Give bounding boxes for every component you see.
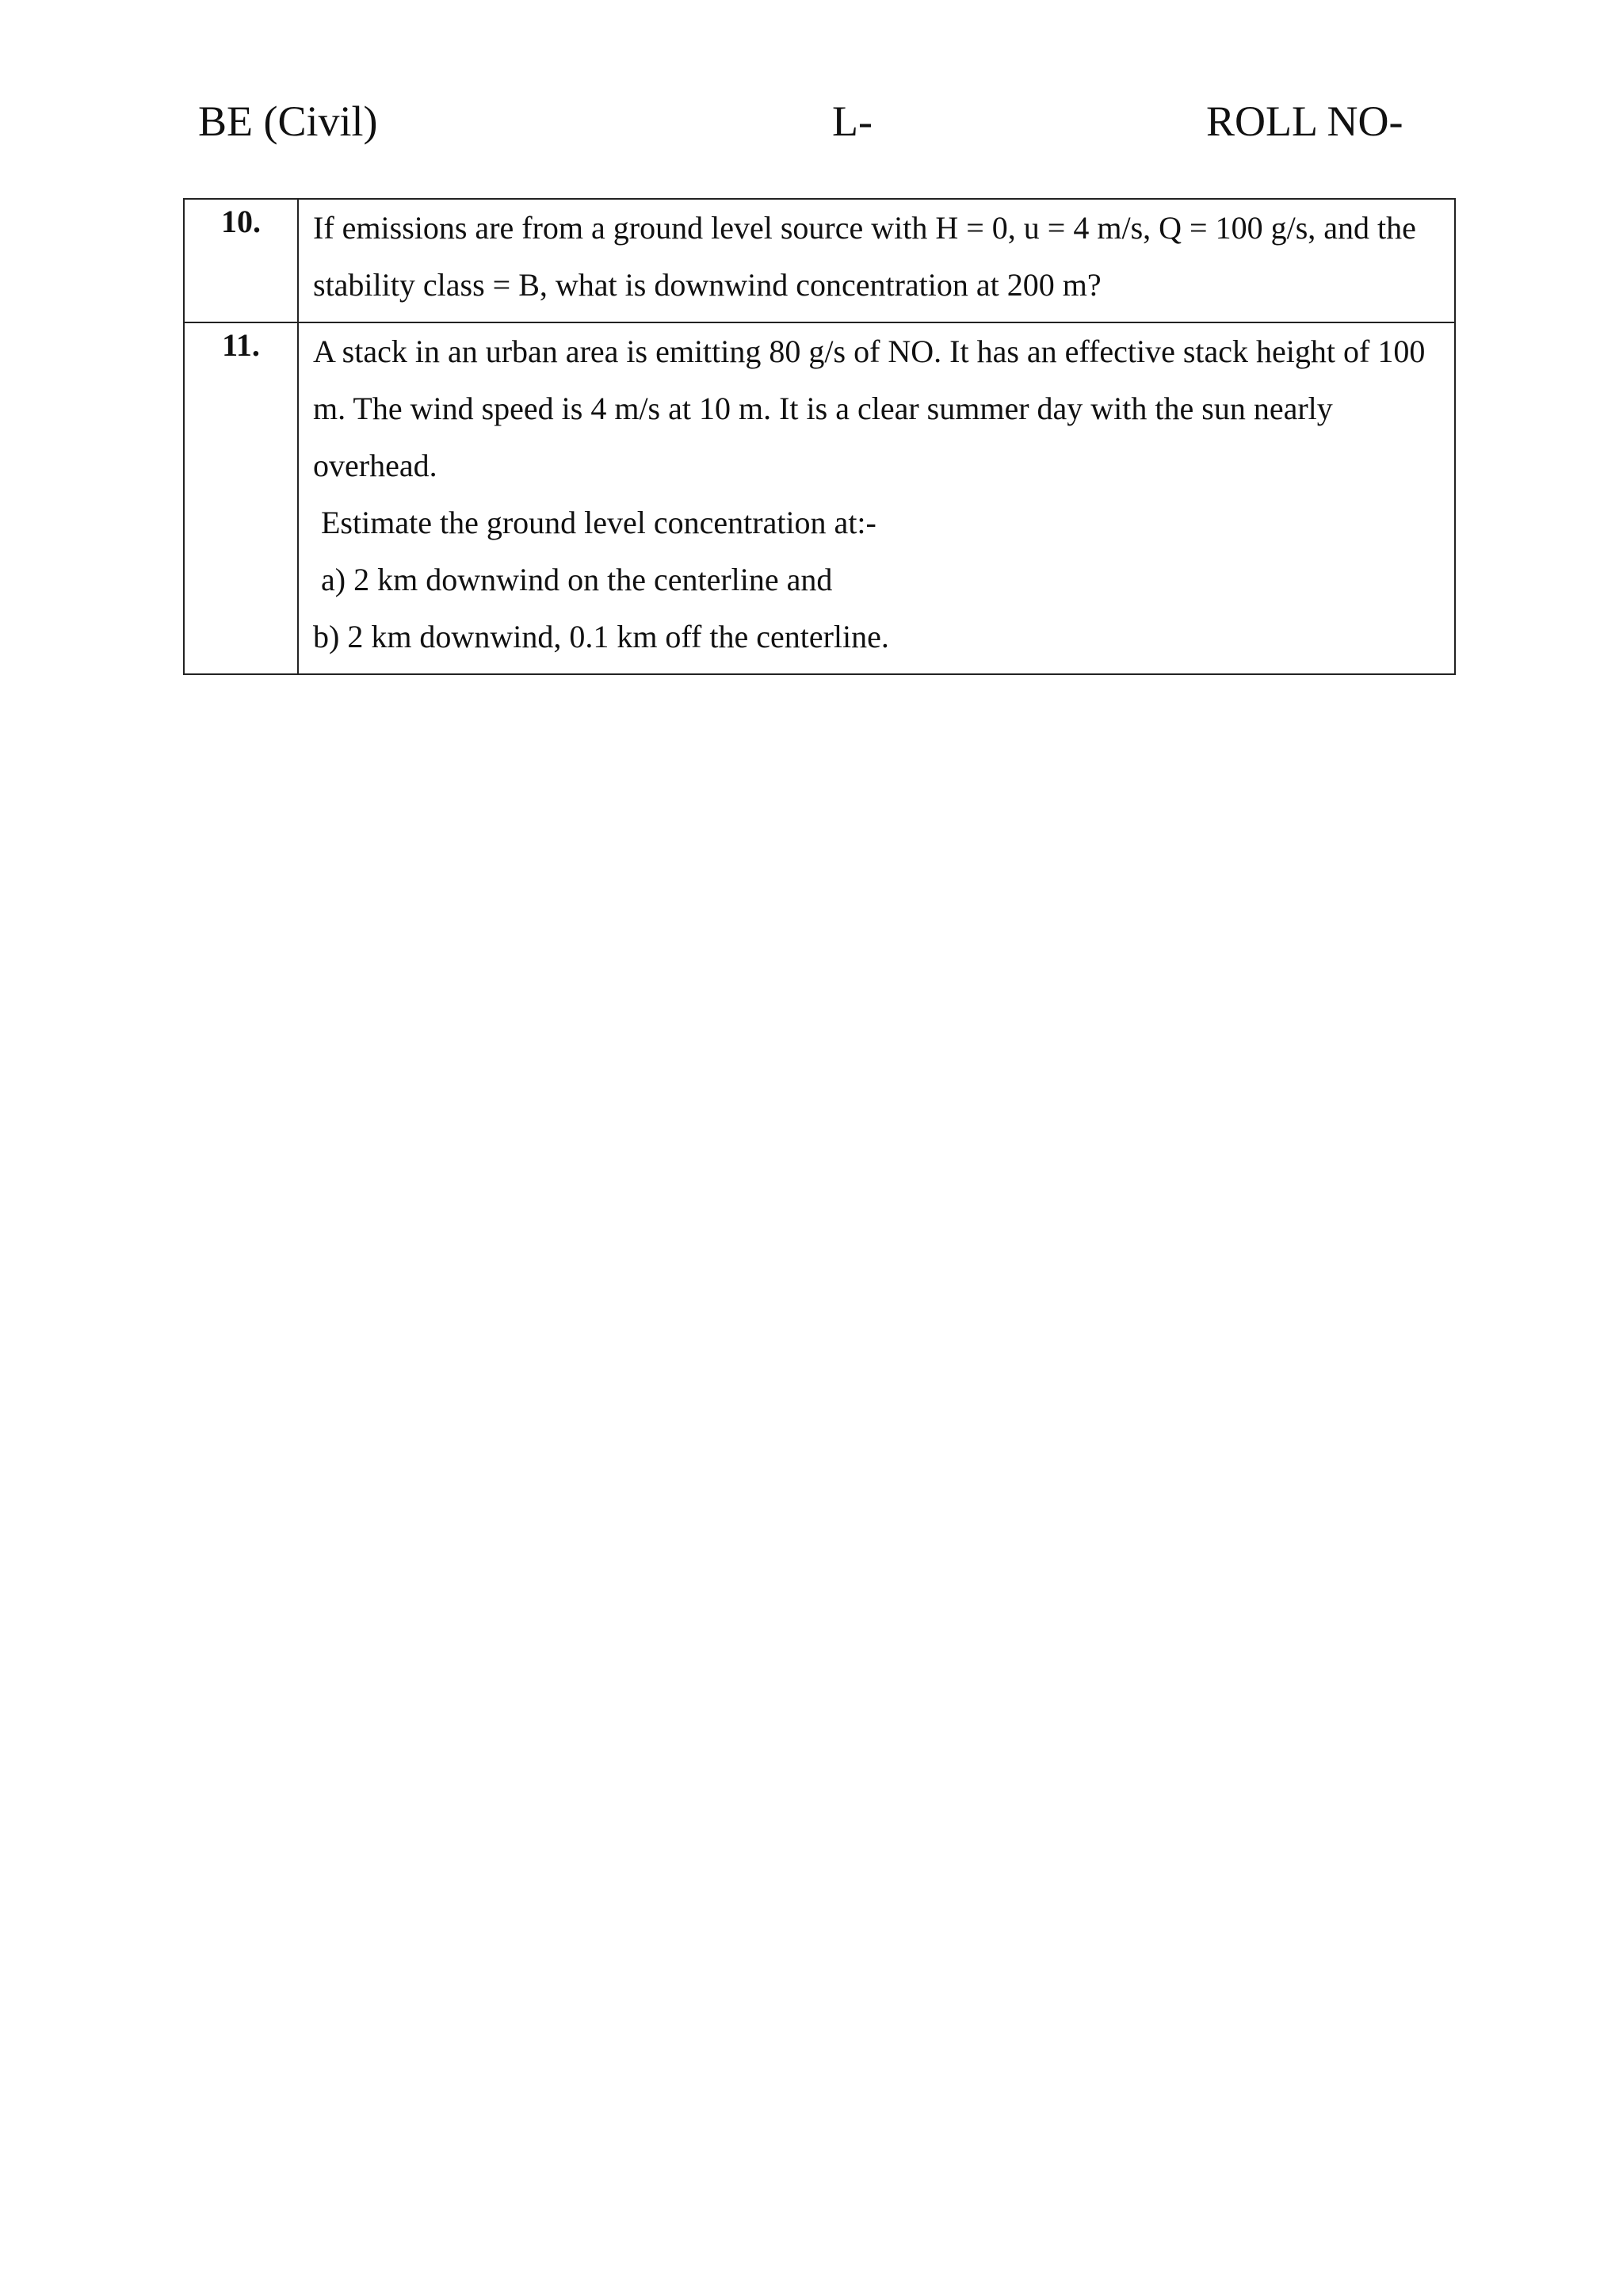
question-line: If emissions are from a ground level source with H = 0, u = 4 m/s, Q = 100 g/s, and the stability class = B, what is downwind concentration at 200 m?	[313, 210, 1416, 303]
question-text	[298, 199, 1455, 322]
question-number: 11.	[184, 322, 298, 674]
question-line: Estimate the ground level concentration at:-	[321, 505, 876, 540]
level-label: L-	[832, 97, 873, 145]
question-row-10	[184, 199, 1455, 322]
question-number: 10.	[184, 199, 298, 322]
roll-number-label: ROLL NO-	[1206, 97, 1403, 145]
question-row-11	[184, 322, 1455, 674]
question-line: A stack in an urban area is emitting 80 g/s of NO. It has an effective stack height of 100 m. The wind speed is 4 m/s at 10 m. It is a clear summer day with the sun nearly overhead.	[313, 334, 1426, 483]
question-subpart-b: b) 2 km downwind, 0.1 km off the centerline.	[313, 619, 889, 654]
question-subpart-a: a) 2 km downwind on the centerline and	[321, 562, 833, 597]
course-label: BE (Civil)	[198, 97, 378, 145]
question-text	[298, 322, 1455, 674]
page-header	[0, 93, 1623, 149]
questions-table	[183, 198, 1456, 675]
